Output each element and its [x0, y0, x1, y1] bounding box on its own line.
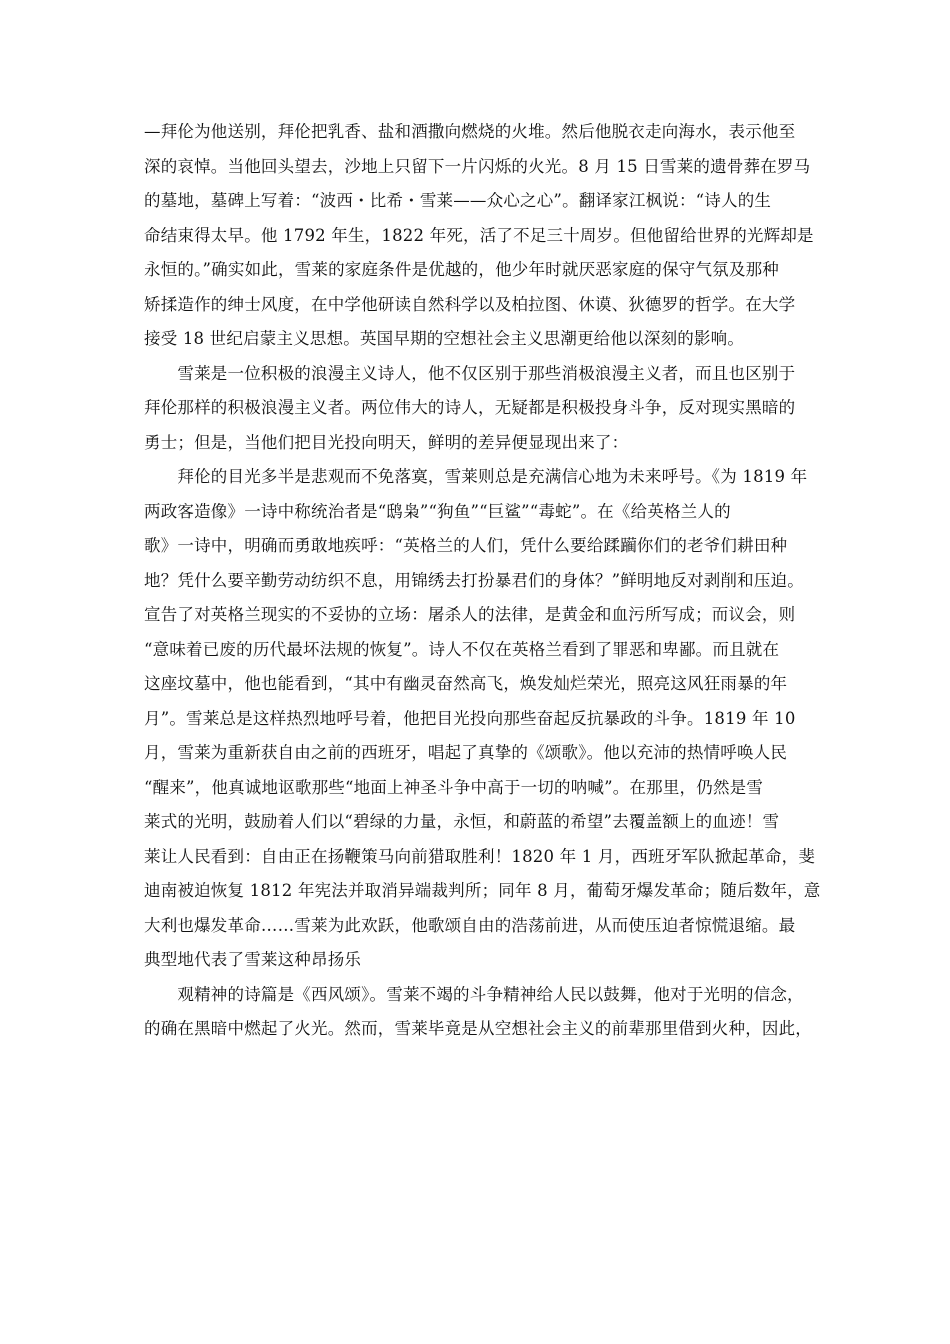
- text-line: —拜伦为他送别，拜伦把乳香、盐和酒撒向燃烧的火堆。然后他脱衣走向海水，表示他至: [144, 122, 796, 141]
- text-line: 两政客造像》一诗中称统治者是“鸱枭”“狗鱼”“巨鲨”“毒蛇”。在《给英格兰人的: [144, 501, 731, 521]
- text-line: 地？凭什么要辛勤劳动纺织不息，用锦绣去打扮暴君们的身体？”鲜明地反对剥削和压迫。: [144, 570, 804, 590]
- text-line: 接受 18 世纪启蒙主义思想。英国早期的空想社会主义思潮更给他以深刻的影响。: [144, 329, 745, 348]
- text-line: 拜伦那样的积极浪漫主义者。两位伟大的诗人，无疑都是积极投身斗争，反对现实黑暗的: [144, 398, 796, 417]
- text-line: 这座坟墓中，他也能看到，“其中有幽灵奋然高飞，焕发灿烂荣光，照亮这风狂雨暴的年: [144, 674, 788, 693]
- text-line: 典型地代表了雪莱这种昂扬乐: [144, 950, 362, 969]
- text-line: 勇士；但是，当他们把目光投向明天，鲜明的差异便显现出来了：: [144, 432, 629, 452]
- text-line: 深的哀悼。当他回头望去，沙地上只留下一片闪烁的火光。8 月 15 日雪莱的遗骨葬在罗马: [144, 156, 811, 176]
- text-line: 雪莱是一位积极的浪漫主义诗人，他不仅区别于那些消极浪漫主义者，而且也区别于: [144, 363, 796, 383]
- text-line: 莱式的光明，鼓励着人们以“碧绿的力量，永恒，和蔚蓝的希望”去覆盖额上的血迹！雪: [144, 812, 780, 831]
- body-text: [144, 115, 821, 1047]
- text-line: “醒来”，他真诚地讴歌那些“地面上神圣斗争中高于一切的呐喊”。在那里，仍然是雪: [144, 777, 764, 797]
- text-line: 莱让人民看到：自由正在扬鞭策马向前猎取胜利！1820 年 1 月，西班牙军队掀起革命，斐: [144, 846, 816, 866]
- text-line: 月”。雪莱总是这样热烈地呼号着，他把目光投向那些奋起反抗暴政的斗争。1819 年 10: [144, 708, 796, 728]
- text-line: 迪南被迫恢复 1812 年宪法并取消异端裁判所；同年 8 月，葡萄牙爆发革命；随后数年，意: [144, 881, 821, 900]
- text-line: 拜伦的目光多半是悲观而不免落寞，雪莱则总是充满信心地为未来呼号。《为 1819 年: [144, 467, 808, 486]
- text-line: 歌》一诗中，明确而勇敢地疾呼：“英格兰的人们，凭什么要给蹂躏你们的老爷们耕田种: [144, 536, 788, 555]
- text-line: 大利也爆发革命……雪莱为此欢跃，他歌颂自由的浩荡前进，从而使压迫者惊慌退缩。最: [144, 915, 796, 935]
- text-line: 宣告了对英格兰现实的不妥协的立场：屠杀人的法律，是黄金和血污所写成；而议会，则: [144, 605, 796, 624]
- text-line: 的墓地，墓碑上写着：“波西・比希・雪莱——众心之心”。翻译家江枫说：“诗人的生: [144, 191, 772, 210]
- text-line: 命结束得太早。他 1792 年生，1822 年死，活了不足三十周岁。但他留给世界的光辉却是: [144, 225, 814, 245]
- text-line: “意味着已废的历代最坏法规的恢复”。诗人不仅在英格兰看到了罪恶和卑鄙。而且就在: [144, 639, 780, 659]
- text-line: 的确在黑暗中燃起了火光。然而，雪莱毕竟是从空想社会主义的前辈那里借到火种，因此，: [144, 1019, 812, 1038]
- text-line: 月，雪莱为重新获自由之前的西班牙，唱起了真挚的《颂歌》。他以充沛的热情呼唤人民: [144, 743, 788, 762]
- text-line: 永恒的。”确实如此，雪莱的家庭条件是优越的，他少年时就厌恶家庭的保守气氛及那种: [144, 260, 779, 279]
- text-line: 矫揉造作的绅士风度，在中学他研读自然科学以及柏拉图、休谟、狄德罗的哲学。在大学: [144, 294, 796, 314]
- text-line: 观精神的诗篇是《西风颂》。雪莱不竭的斗争精神给人民以鼓舞，他对于光明的信念，: [144, 984, 804, 1004]
